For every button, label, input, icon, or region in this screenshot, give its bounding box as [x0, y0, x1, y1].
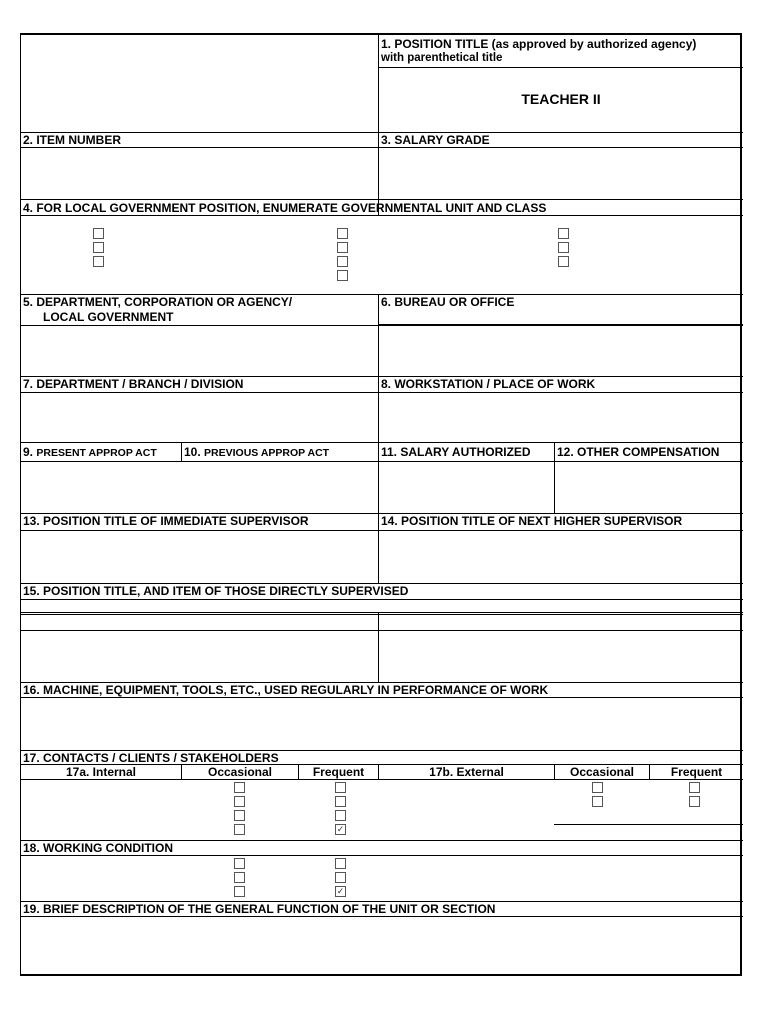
f4-checkbox[interactable] — [558, 228, 569, 239]
field-16-label: 16. MACHINE, EQUIPMENT, TOOLS, ETC., USED REGULARLY IN PERFORMANCE OF WORK — [23, 683, 549, 697]
rule — [378, 294, 379, 513]
rule — [21, 325, 743, 326]
field-14-label: 14. POSITION TITLE OF NEXT HIGHER SUPERVISOR — [381, 514, 683, 528]
f4-checkbox[interactable] — [93, 256, 104, 267]
field-1-label: 1. POSITION TITLE (as approved by authorized agency) — [381, 37, 697, 51]
field-10-text: PREVIOUS APPROP ACT — [204, 447, 330, 459]
f18-frequent-checkbox[interactable]: ✓ — [336, 886, 345, 896]
f17a-frequent-checkbox[interactable]: ✓ — [336, 824, 345, 834]
rule — [21, 461, 743, 462]
field-17-label: 17. CONTACTS / CLIENTS / STAKEHOLDERS — [23, 751, 279, 765]
rule — [21, 392, 743, 393]
f4-checkbox[interactable] — [337, 228, 348, 239]
field-2-label: 2. ITEM NUMBER — [23, 133, 122, 147]
f17a-frequent-header: Frequent — [312, 765, 365, 779]
f17a-occasional-checkbox[interactable] — [234, 824, 245, 835]
rule — [21, 855, 743, 856]
rule — [21, 530, 743, 531]
f17a-occasional-checkbox[interactable] — [234, 782, 245, 793]
f4-checkbox[interactable] — [337, 256, 348, 267]
field-18-label: 18. WORKING CONDITION — [23, 841, 174, 855]
rule — [21, 779, 743, 780]
field-1-label-line2: with parenthetical title — [381, 52, 503, 64]
rule — [378, 513, 379, 583]
f17a-occasional-checkbox[interactable] — [234, 810, 245, 821]
f4-checkbox[interactable] — [337, 242, 348, 253]
rule — [21, 614, 743, 615]
field-7-label: 7. DEPARTMENT / BRANCH / DIVISION — [23, 377, 244, 391]
rule — [21, 442, 743, 443]
f18-occasional-checkbox[interactable] — [234, 886, 245, 897]
rule — [21, 630, 743, 631]
field-3-label: 3. SALARY GRADE — [381, 133, 490, 147]
rule — [21, 697, 743, 698]
rule — [21, 916, 743, 917]
rule — [21, 147, 743, 148]
f17b-occasional-checkbox[interactable] — [592, 782, 603, 793]
f4-checkbox[interactable] — [558, 256, 569, 267]
field-6-label: 6. BUREAU OR OFFICE — [381, 295, 515, 309]
field-10-number: 10. — [184, 445, 201, 459]
rule — [21, 612, 743, 613]
field-9-text: PRESENT APPROP ACT — [36, 447, 157, 459]
field-5-label: 5. DEPARTMENT, CORPORATION OR AGENCY/ — [23, 295, 293, 309]
rule — [378, 612, 379, 682]
rule — [554, 442, 555, 513]
f17b-frequent-checkbox[interactable] — [689, 782, 700, 793]
f17a-occasional-header: Occasional — [207, 765, 273, 779]
field-11-label: 11. SALARY AUTHORIZED — [381, 445, 531, 459]
f18-occasional-checkbox[interactable] — [234, 858, 245, 869]
f18-frequent-checkbox[interactable] — [335, 872, 346, 883]
field-19-label: 19. BRIEF DESCRIPTION OF THE GENERAL FUNCTION OF THE UNIT OR SECTION — [23, 902, 496, 916]
f17b-frequent-header: Frequent — [670, 765, 723, 779]
field-17b-header: 17b. External — [429, 765, 504, 779]
field-12-label: 12. OTHER COMPENSATION — [557, 445, 720, 459]
rule — [554, 824, 743, 825]
f18-frequent-checkbox[interactable] — [335, 858, 346, 869]
f4-checkbox[interactable] — [93, 242, 104, 253]
field-17a-header: 17a. Internal — [65, 765, 137, 779]
rule — [378, 35, 379, 215]
f17b-occasional-header: Occasional — [569, 765, 635, 779]
field-10-label — [184, 445, 329, 460]
field-13-label: 13. POSITION TITLE OF IMMEDIATE SUPERVISOR — [23, 514, 309, 528]
f17a-occasional-checkbox[interactable] — [234, 796, 245, 807]
rule — [181, 442, 182, 461]
rule — [21, 215, 743, 216]
rule — [21, 199, 743, 200]
rule — [21, 599, 743, 600]
rule — [379, 67, 743, 68]
field-9-number: 9. — [23, 445, 34, 459]
f17a-frequent-checkbox[interactable] — [335, 810, 346, 821]
f18-occasional-checkbox[interactable] — [234, 872, 245, 883]
position-title-value: TEACHER II — [521, 91, 601, 107]
f17b-occasional-checkbox[interactable] — [592, 796, 603, 807]
field-8-label: 8. WORKSTATION / PLACE OF WORK — [381, 377, 596, 391]
f17b-frequent-checkbox[interactable] — [689, 796, 700, 807]
field-9-label — [23, 445, 157, 460]
f17a-frequent-checkbox[interactable] — [335, 782, 346, 793]
field-4-label: 4. FOR LOCAL GOVERNMENT POSITION, ENUMERATE GOVERNMENTAL UNIT AND CLASS — [23, 201, 547, 215]
position-description-form — [20, 33, 742, 976]
f4-checkbox[interactable] — [337, 270, 348, 281]
f4-checkbox[interactable] — [93, 228, 104, 239]
f17a-frequent-checkbox[interactable] — [335, 796, 346, 807]
field-15-label: 15. POSITION TITLE, AND ITEM OF THOSE DIRECTLY SUPERVISED — [23, 584, 409, 598]
field-5-label-line2: LOCAL GOVERNMENT — [43, 310, 174, 324]
f4-checkbox[interactable] — [558, 242, 569, 253]
